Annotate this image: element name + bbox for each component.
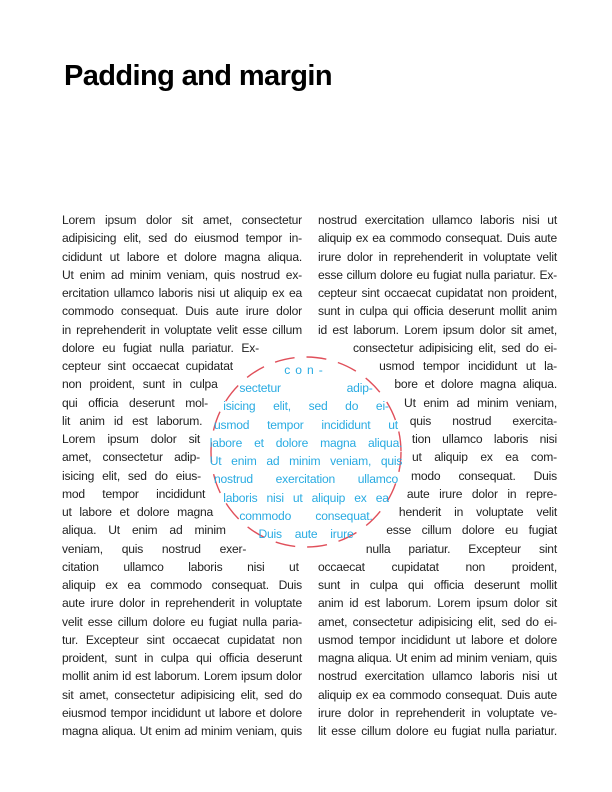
text-line: aliquip ex ea commodo consequat. Duis aute [318, 231, 557, 246]
text-line: sunt in culpa qui officia deserunt mollit anim [318, 304, 557, 319]
text-line: non proident, sunt in culpa [62, 377, 218, 392]
text-line: magna aliqua. Ut enim ad minim veniam, quis [62, 724, 302, 738]
text-line: aliqua. Ut enim ad minim [62, 523, 226, 538]
text-line: cepteur sint occaecat cupidatat non proident, [318, 286, 557, 300]
text-line: Lorem ipsum dolor sit amet, consectetur [62, 213, 302, 227]
text-line: modo consequat. Duis [411, 468, 557, 483]
text-line: cepteur sint occaecat cupidatat [62, 359, 233, 373]
circle-text-line: usmod tempor incididunt ut [214, 417, 398, 432]
text-line: amet, consectetur adipisicing elit, sed do ei- [318, 614, 557, 629]
text-line: eiusmod tempor incididunt ut labore et dolore [62, 705, 302, 720]
text-line: mollit anim id est laborum. Lorem ipsum dolor [62, 669, 302, 684]
circle-text-line: labore et dolore magna aliqua. [209, 435, 403, 450]
text-line: lit esse cillum dolore eu fugiat nulla pariatur. [318, 724, 557, 738]
text-line: Ut enim ad minim veniam, quis nostrud ex- [62, 267, 302, 282]
text-line: adipisicing elit, sed do eiusmod tempor in- [62, 231, 302, 246]
text-line: nostrud exercitation ullamco laboris nisi ut [318, 669, 557, 684]
text-line: sunt in culpa qui officia deserunt mollit [318, 578, 557, 592]
circle-text-line: laboris nisi ut aliquip ex ea [223, 490, 389, 505]
text-line: magna aliqua. Ut enim ad minim veniam, quis [318, 651, 557, 665]
text-line: consectetur adipisicing elit, sed do ei- [353, 340, 557, 355]
text-line: nulla pariatur. Excepteur sint [365, 541, 557, 556]
text-line: Ut enim ad minim veniam, [404, 395, 557, 410]
text-line: usmod tempor incididunt ut la- [379, 359, 557, 373]
text-line: ut aliquip ex ea com- [412, 450, 557, 465]
text-line: veniam, quis nostrud exer- [62, 541, 247, 556]
text-line: anim id est laborum. Lorem ipsum dolor sit [318, 596, 557, 611]
text-line: esse cillum dolore eu fugiat [386, 523, 557, 538]
text-line: irure dolor in reprehenderit in voluptate ve- [318, 705, 557, 720]
text-line: usmod tempor incididunt ut labore et dolore [318, 632, 557, 647]
text-line: occaecat cupidatat non proident, [318, 559, 557, 574]
circle-text-line: commodo consequat. [239, 508, 373, 523]
text-line: isicing elit, sed do eius- [62, 468, 201, 483]
text-line: dolore eu fugiat nulla pariatur. Ex- [62, 340, 259, 355]
text-line: Lorem ipsum dolor sit [62, 432, 201, 446]
text-line: aute irure dolor in reprehenderit in voluptate [62, 596, 302, 611]
text-line: henderit in voluptate velit [398, 505, 557, 519]
text-line: tur. Excepteur sint occaecat cupidatat non [62, 632, 302, 647]
text-line: sit amet, consectetur adipisicing elit, sed do [62, 687, 302, 702]
text-line: aliquip ex ea commodo consequat. Duis aute [318, 687, 557, 702]
text-line: cididunt ut labore et dolore magna aliqua. [62, 249, 302, 264]
circle-text-line: isicing elit, sed do ei- [223, 399, 389, 414]
text-line: id est laborum. Lorem ipsum dolor sit amet, [318, 322, 557, 337]
text-line: ut labore et dolore magna [62, 505, 214, 519]
text-line: velit esse cillum dolore eu fugiat nulla paria- [62, 614, 302, 629]
text-line: mod tempor incididunt [62, 486, 206, 501]
text-line: aliquip ex ea commodo consequat. Duis [62, 578, 302, 592]
circle-text-line: sectetur adip- [239, 381, 373, 395]
text-line: qui officia deserunt mol- [62, 395, 208, 410]
page-title: Padding and margin [64, 60, 332, 92]
text-line: tion ullamco laboris nisi [411, 432, 557, 446]
text-line: lit anim id est laborum. [62, 413, 203, 428]
text-line: quis nostrud exercita- [409, 413, 557, 428]
text-line: in reprehenderit in voluptate velit esse cillum [62, 322, 302, 337]
text-line: commodo consequat. Duis aute irure dolor [62, 304, 302, 319]
circle-text-line: Duis aute irure [258, 527, 354, 541]
circle-text-line: Ut enim ad minim veniam, quis [209, 454, 403, 468]
text-line: ercitation ullamco laboris nisi ut aliquip ex ea [62, 286, 302, 300]
circle-text-line: nostrud exercitation ullamco [214, 472, 398, 487]
text-line: nostrud exercitation ullamco laboris nisi ut [318, 213, 557, 227]
text-line: irure dolor in reprehenderit in voluptate velit [318, 249, 557, 264]
text-line: esse cillum dolore eu fugiat nulla pariatur. Ex- [318, 267, 557, 282]
text-line: amet, consectetur adip- [62, 450, 200, 465]
text-line: proident, sunt in culpa qui officia deserunt [62, 651, 302, 665]
text-line: bore et dolore magna aliqua. [394, 377, 557, 392]
circle-text-line: con- [284, 362, 328, 377]
text-line: citation ullamco laboris nisi ut [62, 559, 299, 574]
text-line: aute irure dolor in repre- [406, 486, 557, 501]
